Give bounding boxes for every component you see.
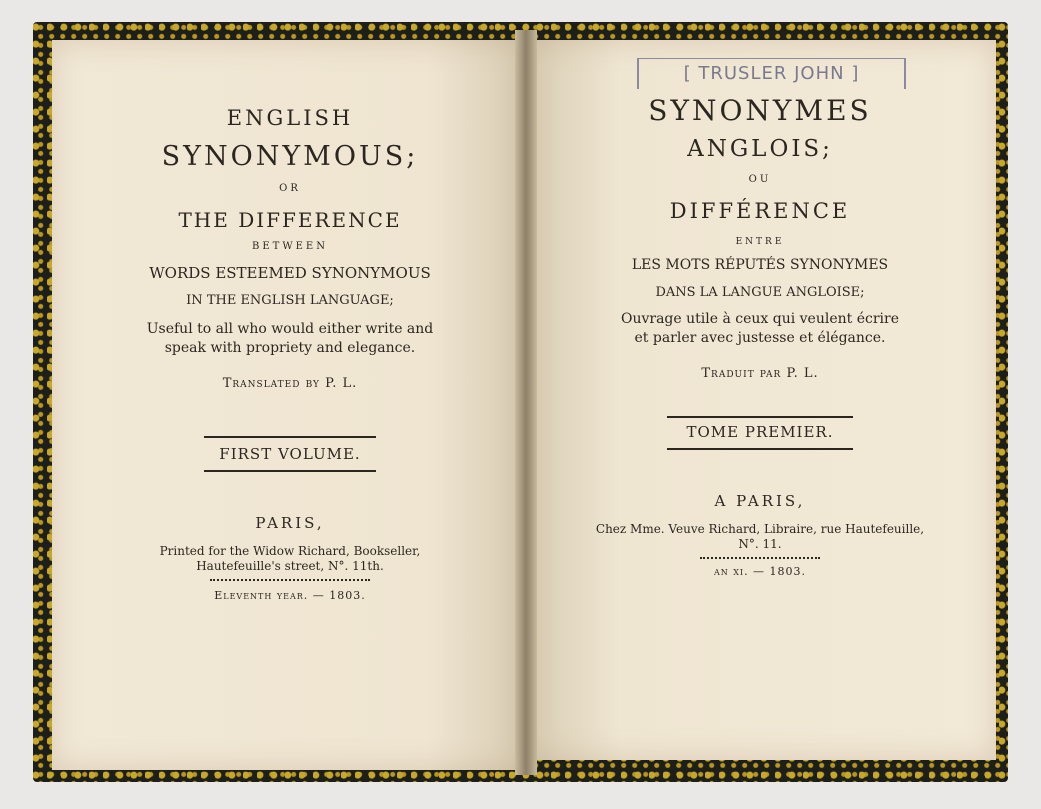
right-year: an xi. — 1803. [713, 565, 807, 578]
left-translated-by: Translated by P. L. [222, 376, 358, 391]
right-volume: TOME PREMIER. [686, 423, 834, 441]
left-useful-line1: Useful to all who would either write and [146, 321, 434, 337]
right-printer-line1: Chez Mme. Veuve Richard, Libraire, rue Hautefeuille, [595, 522, 925, 536]
right-line-langue: DANS LA LANGUE ANGLOISE; [655, 285, 865, 300]
right-title-anglois: ANGLOIS; [687, 136, 833, 162]
right-title-synonymes: SYNONYMES [648, 94, 872, 127]
left-line-words: WORDS ESTEEMED SYNONYMOUS [149, 264, 431, 282]
left-dotted-rule [210, 579, 370, 581]
right-ouvrage-line1: Ouvrage utile à ceux qui veulent écrire [620, 311, 899, 327]
right-rule-top [667, 416, 853, 418]
right-dotted-rule [700, 557, 820, 559]
left-year: Eleventh year. — 1803. [214, 589, 366, 602]
right-line-mots: LES MOTS RÉPUTÉS SYNONYMES [631, 257, 889, 273]
left-or: OR [279, 183, 301, 194]
left-volume: FIRST VOLUME. [219, 445, 361, 463]
right-rule-bottom [667, 448, 853, 450]
left-useful-line2: speak with propriety and elegance. [164, 340, 416, 356]
left-title-synonymous: SYNONYMOUS; [161, 141, 419, 172]
left-printer-line2: Hautefeuille's street, N°. 11th. [196, 559, 384, 573]
left-between: BETWEEN [252, 241, 328, 252]
right-printer-line2: N°. 11. [738, 537, 782, 551]
right-ou: OU [748, 174, 772, 185]
left-title-difference: THE DIFFERENCE [178, 208, 402, 232]
right-title-page [525, 40, 995, 577]
left-rule-top [204, 436, 376, 438]
left-line-language: IN THE ENGLISH LANGUAGE; [186, 293, 394, 308]
left-rule-bottom [204, 470, 376, 472]
left-city: PARIS, [255, 514, 325, 532]
left-printer-line1: Printed for the Widow Richard, Bookseller, [159, 544, 421, 558]
left-title-page [55, 40, 525, 601]
left-title-english: ENGLISH [226, 106, 354, 130]
right-title-difference: DIFFÉRENCE [669, 199, 851, 223]
right-city: A PARIS, [714, 492, 806, 510]
right-ouvrage-line2: et parler avec justesse et élégance. [634, 330, 886, 346]
handwritten-annotation: [ TRUSLER JOHN ] [637, 58, 906, 89]
right-entre: ENTRE [735, 237, 785, 247]
right-traduit-par: Traduit par P. L. [701, 366, 819, 381]
